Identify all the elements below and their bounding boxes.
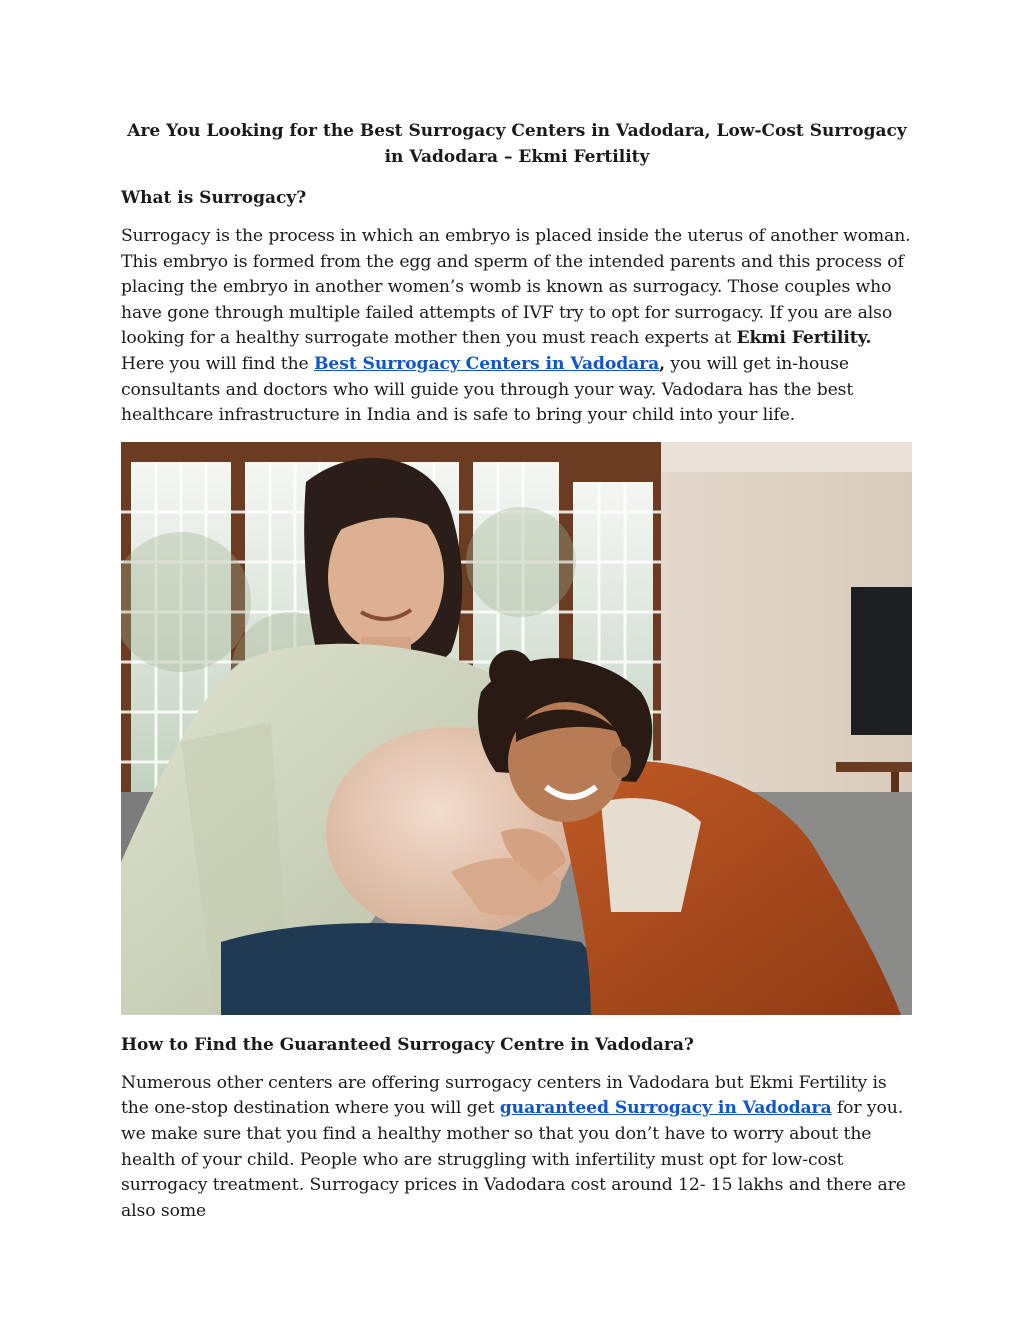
paragraph-text: Surrogacy is the process in which an embryo is placed inside the uterus of another woman. This embryo is formed from the egg and sperm of the intended parents and this process of placing the embryo in another women’s womb is known as surrogacy. Those couples who have gone through multiple failed attempts of IVF try to opt for surrogacy. If you are also looking for a healthy surrogate mother then you must reach experts at — [121, 226, 911, 349]
document-page — [121, 118, 913, 1224]
document-title: Are You Looking for the Best Surrogacy Centers in Vadodara, Low-Cost Surrogacy in Vadodara – Ekmi Fertility — [127, 121, 907, 167]
section-heading-what-is-surrogacy: What is Surrogacy? — [121, 188, 307, 208]
link-comma: , — [659, 353, 666, 374]
pregnant-woman-with-daughter-photo — [121, 442, 912, 1015]
section-heading-how-to-find: How to Find the Guaranteed Surrogacy Centre in Vadodara? — [121, 1034, 694, 1055]
guaranteed-surrogacy-link[interactable]: guaranteed Surrogacy in Vadodara — [499, 1098, 832, 1119]
paragraph-what-is-surrogacy — [121, 224, 913, 429]
photo-illustration — [121, 442, 912, 1015]
paragraph-text: Here you will find the — [121, 353, 314, 374]
paragraph-how-to-find — [121, 1071, 913, 1225]
paragraph-text: Numerous other centers are offering surrogacy centers in Vadodara but Ekmi Fertility is the one-stop destination where you will get — [121, 1072, 887, 1119]
paragraph-text: you will get in-house consultants and doctors who will guide you through your way. Vadodara has the best healthcare infrastructure in India and is safe to bring your child into your life. — [121, 353, 854, 426]
brand-name-bold: Ekmi Fertility. — [736, 328, 872, 349]
paragraph-text: for you. we make sure that you find a healthy mother so that you don’t have to worry about the health of your child. People who are struggling with infertility must opt for low-cost surrogacy treatment. Surrogacy prices in Vadodara cost around 12- 15 lakhs and there are also some — [121, 1098, 906, 1221]
best-surrogacy-centers-link[interactable]: Best Surrogacy Centers in Vadodara — [313, 353, 660, 374]
